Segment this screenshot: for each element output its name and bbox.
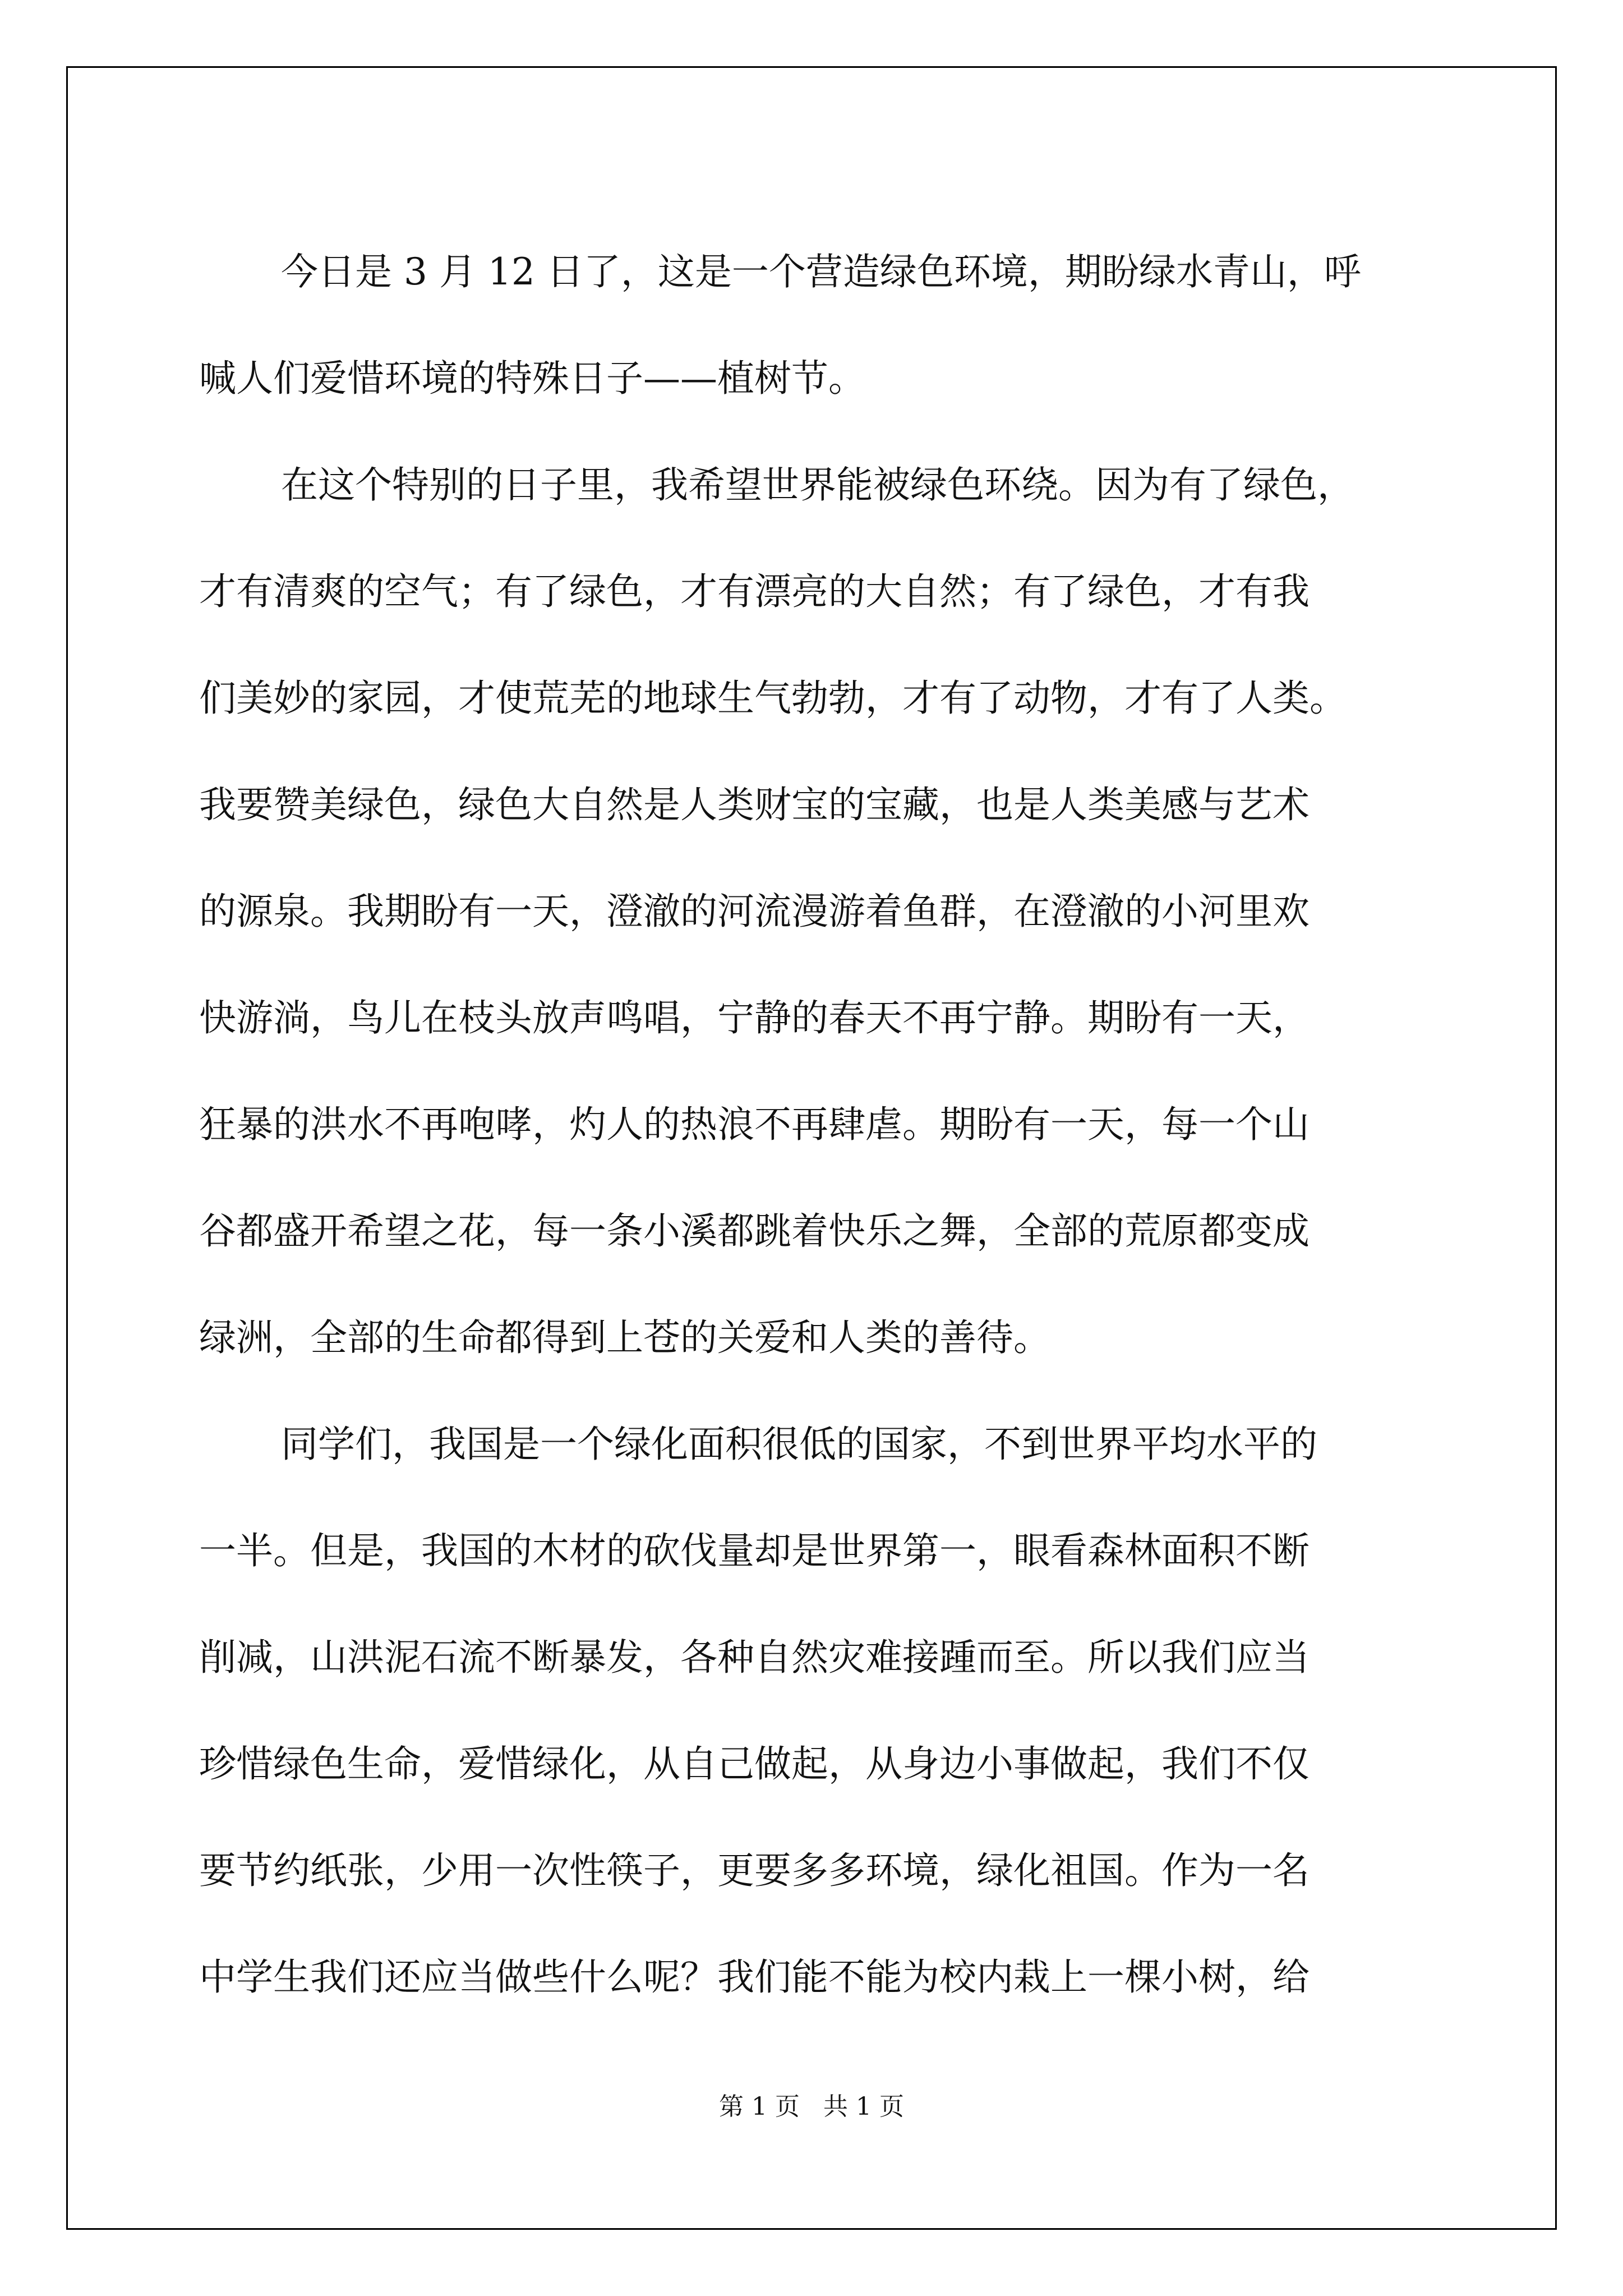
text-line: 同学们，我国是一个绿化面积很低的国家，不到世界平均水平的: [281, 1423, 1317, 1466]
document-body: [199, 219, 1433, 2031]
text-line: 中学生我们还应当做些什么呢？我们能不能为校内栽上一棵小树，给: [199, 1955, 1310, 1999]
page-total-label: 共 1 页: [823, 2092, 904, 2121]
text-line: 谷都盛开希望之花，每一条小溪都跳着快乐之舞，全部的荒原都变成: [199, 1209, 1310, 1253]
text-line: 在这个特别的日子里，我希望世界能被绿色环绕。因为有了绿色，: [281, 463, 1354, 507]
text-line: 才有清爽的空气；有了绿色，才有漂亮的大自然；有了绿色，才有我: [199, 570, 1310, 613]
page-number-label: 第 1 页: [719, 2092, 800, 2121]
text-line: 快游淌，鸟儿在枝头放声鸣唱，宁静的春天不再宁静。期盼有一天，: [199, 996, 1310, 1039]
text-line: 狂暴的洪水不再咆哮，灼人的热浪不再肆虐。期盼有一天，每一个山: [199, 1103, 1310, 1146]
text-line: 我要赞美绿色，绿色大自然是人类财宝的宝藏，也是人类美感与艺术: [199, 783, 1310, 826]
text-line: 一半。但是，我国的木材的砍伐量却是世界第一，眼看森林面积不断: [199, 1529, 1310, 1572]
text-line: 珍惜绿色生命，爱惜绿化，从自己做起，从身边小事做起，我们不仅: [199, 1742, 1310, 1786]
text-line: 喊人们爱惜环境的特殊日子——植树节。: [199, 357, 865, 400]
text-line: 的源泉。我期盼有一天，澄澈的河流漫游着鱼群，在澄澈的小河里欢: [199, 890, 1310, 933]
text-line: 绿洲，全部的生命都得到上苍的关爱和人类的善待。: [199, 1316, 1050, 1359]
text-line: 削减，山洪泥石流不断暴发，各种自然灾难接踵而至。所以我们应当: [199, 1636, 1310, 1679]
text-line: 今日是 3 月 12 日了，这是一个营造绿色环境，期盼绿水青山，呼: [281, 250, 1361, 293]
text-line: 们美妙的家园，才使荒芜的地球生气勃勃，才有了动物，才有了人类。: [199, 677, 1347, 720]
page-footer: [0, 2091, 1623, 2123]
text-line: 要节约纸张，少用一次性筷子，更要多多环境，绿化祖国。作为一名: [199, 1849, 1310, 1892]
